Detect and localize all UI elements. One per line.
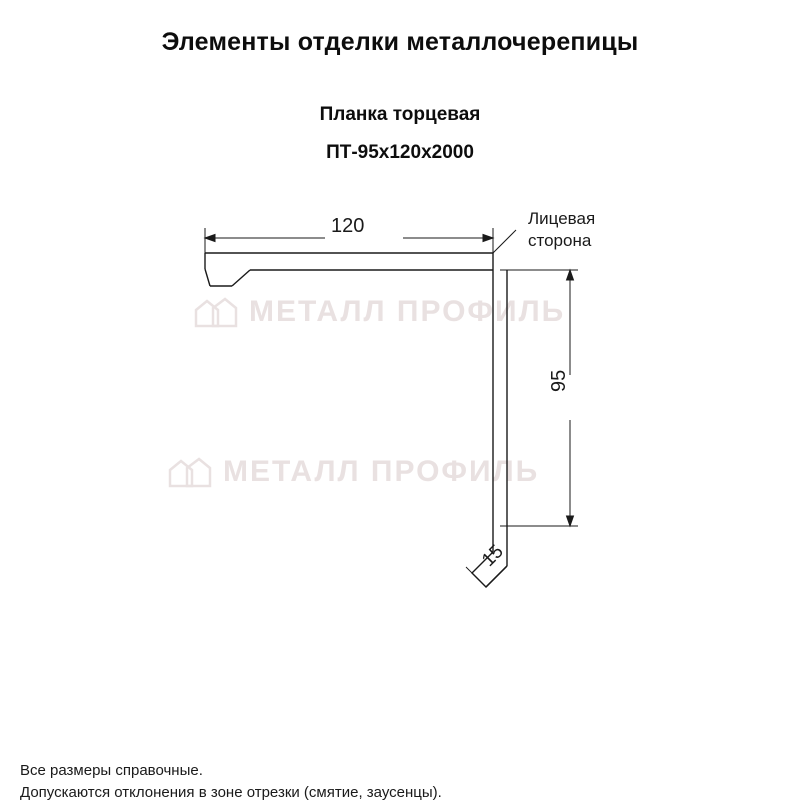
watermark-text: МЕТАЛЛ ПРОФИЛЬ <box>223 455 540 488</box>
face-side-line1: Лицевая <box>528 209 596 228</box>
dimension-height-label: 95 <box>548 369 570 392</box>
page-title: Элементы отделки металлочерепицы <box>161 28 639 56</box>
watermark-text: МЕТАЛЛ ПРОФИЛЬ <box>249 295 566 328</box>
technical-drawing <box>0 170 800 630</box>
note-line-2: Допускаются отклонения в зоне отрезки (смятие, заусенцы). <box>20 784 442 801</box>
face-side-annotation <box>528 208 595 252</box>
product-name: Планка торцевая <box>319 104 481 125</box>
face-side-line2: сторона <box>528 231 592 250</box>
dimension-lip-label: 15 <box>478 541 508 571</box>
note-line-1: Все размеры справочные. <box>20 762 203 779</box>
product-code: ПТ-95х120х2000 <box>326 142 474 163</box>
dimension-width-label: 120 <box>331 215 365 237</box>
